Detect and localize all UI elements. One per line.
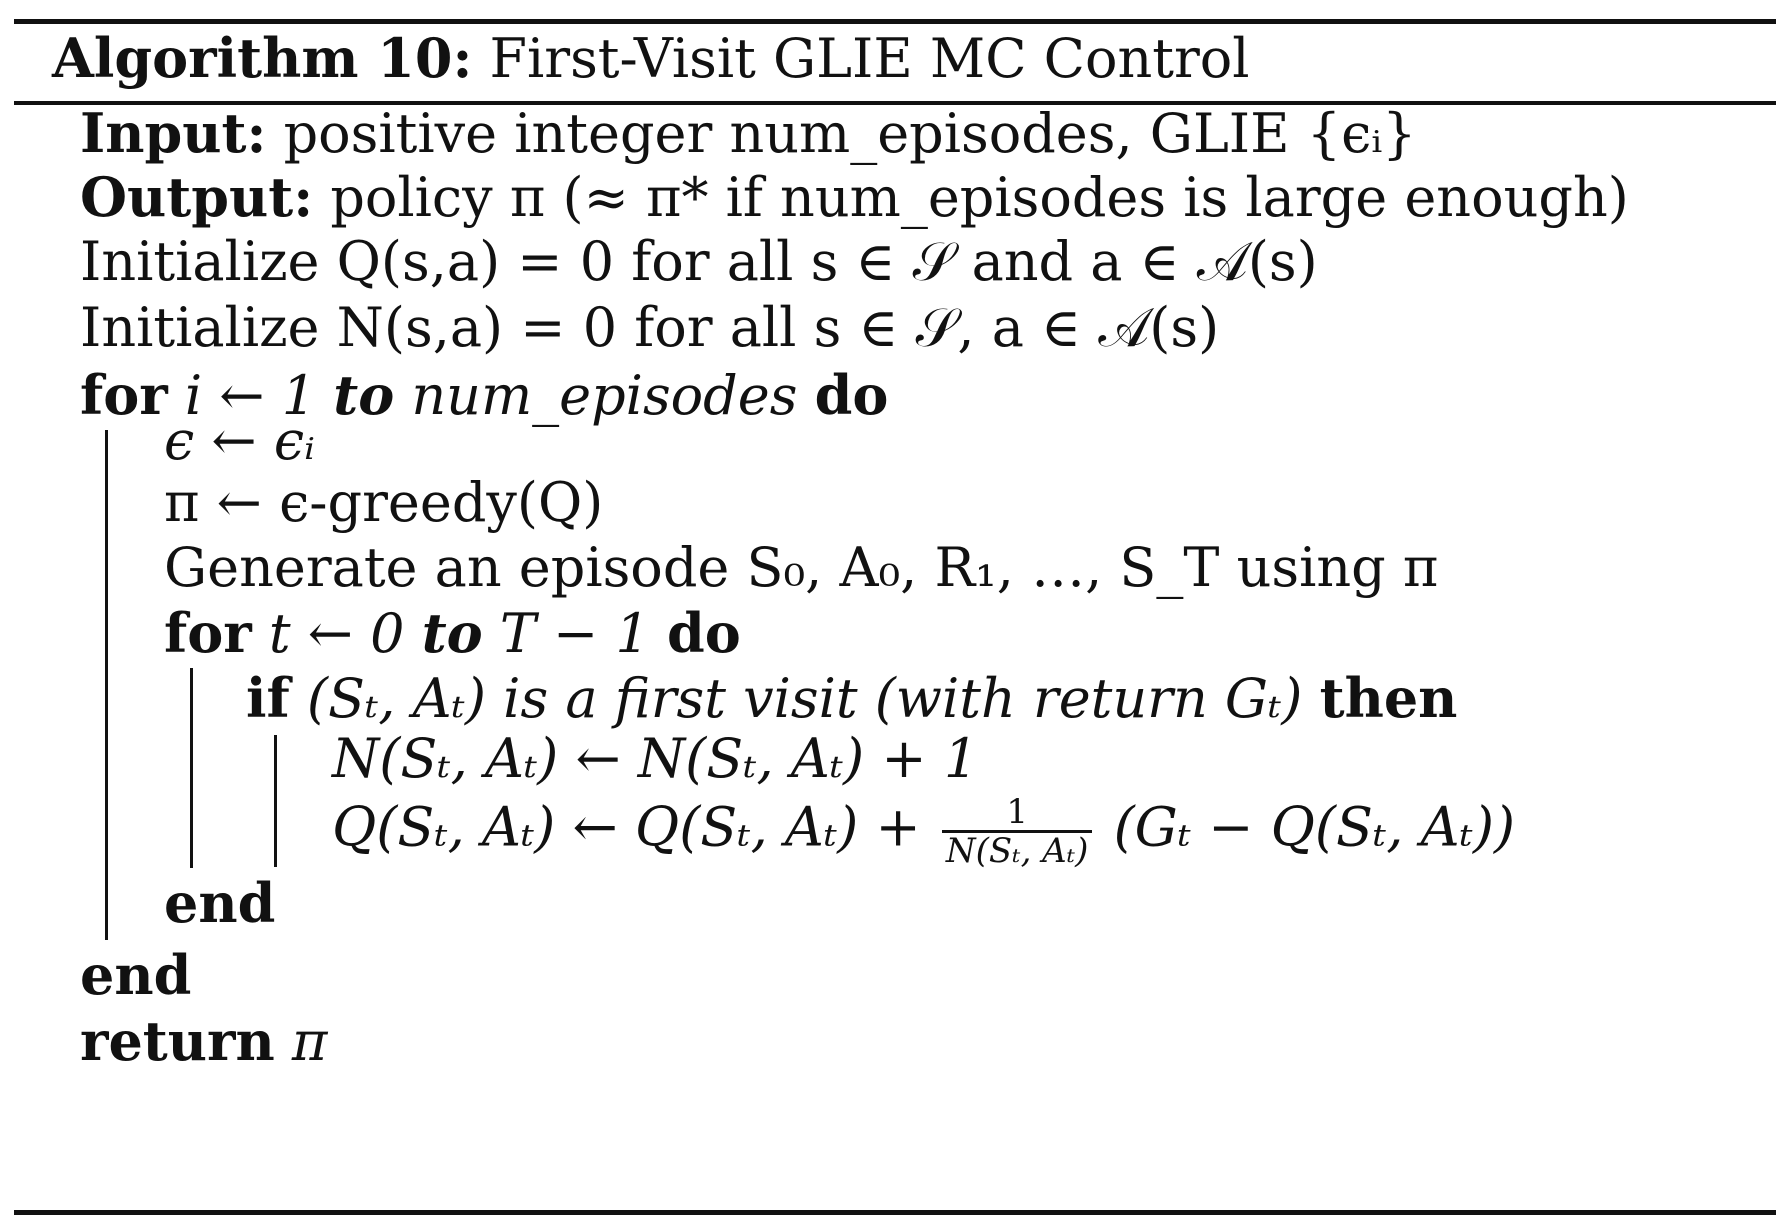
fraction-denominator: N(Sₜ, Aₜ) bbox=[942, 830, 1093, 869]
end-keyword: end bbox=[80, 943, 192, 1007]
do-keyword: do bbox=[666, 601, 741, 665]
inner-loop-bar bbox=[190, 668, 193, 868]
init-n-line bbox=[80, 295, 1219, 361]
q-update-line bbox=[332, 792, 1516, 871]
init-n-text: Initialize N(s,a) = 0 for all s ∈ 𝒮, a ∈ 𝒜(s) bbox=[80, 296, 1220, 359]
eps-assign-text: ϵ ← ϵᵢ bbox=[164, 409, 315, 472]
return-line bbox=[80, 1008, 327, 1074]
input-line bbox=[80, 100, 1417, 166]
algorithm-label: Algorithm 10: bbox=[52, 26, 473, 90]
output-text: policy π (≈ π* if num_episodes is large enough) bbox=[330, 166, 1629, 229]
return-keyword: return bbox=[80, 1009, 275, 1073]
output-line bbox=[80, 164, 1629, 230]
for-outer-limit: num_episodes bbox=[411, 364, 798, 427]
outer-loop-bar bbox=[105, 430, 108, 940]
init-q-line bbox=[80, 229, 1318, 295]
bottom-rule bbox=[14, 1210, 1776, 1215]
for-inner-var: t ← 0 bbox=[268, 602, 405, 665]
if-line bbox=[246, 665, 1457, 731]
n-update-line bbox=[332, 726, 978, 792]
output-keyword: Output: bbox=[80, 165, 314, 229]
fraction-numerator: 1 bbox=[1006, 792, 1028, 832]
pi-assign-text: π ← ϵ-greedy(Q) bbox=[164, 471, 604, 534]
q-update-lhs: Q(Sₜ, Aₜ) ← Q(Sₜ, Aₜ) + bbox=[332, 795, 921, 859]
to-keyword: to bbox=[333, 363, 395, 427]
algorithm-header bbox=[52, 25, 1250, 91]
for-keyword: for bbox=[164, 601, 252, 665]
if-condition: (Sₜ, Aₜ) is a first visit (with return Gₜ) bbox=[306, 667, 1303, 730]
for-inner-limit: T − 1 bbox=[499, 602, 650, 665]
n-update-text: N(Sₜ, Aₜ) ← N(Sₜ, Aₜ) + 1 bbox=[332, 727, 979, 790]
algorithm-title: First-Visit GLIE MC Control bbox=[489, 27, 1250, 90]
for-inner-line bbox=[164, 600, 741, 666]
input-keyword: Input: bbox=[80, 101, 267, 165]
init-q-text: Initialize Q(s,a) = 0 for all s ∈ 𝒮 and a ∈ 𝒜(s) bbox=[80, 230, 1318, 293]
to-keyword: to bbox=[421, 601, 483, 665]
end-outer-line bbox=[80, 942, 191, 1008]
generate-text: Generate an episode S₀, A₀, R₁, …, S_T using π bbox=[164, 536, 1439, 599]
for-outer-var: i ← 1 bbox=[184, 364, 317, 427]
eps-assign-line bbox=[164, 408, 315, 474]
pi-assign-line bbox=[164, 470, 603, 536]
top-rule bbox=[14, 19, 1776, 24]
then-keyword: then bbox=[1319, 666, 1458, 730]
if-block-bar bbox=[274, 735, 277, 867]
do-keyword: do bbox=[814, 363, 889, 427]
if-keyword: if bbox=[246, 666, 290, 730]
return-value: π bbox=[291, 1010, 328, 1073]
for-keyword: for bbox=[80, 363, 168, 427]
end-inner-line bbox=[164, 870, 275, 936]
q-update-rhs: (Gₜ − Q(Sₜ, Aₜ)) bbox=[1113, 795, 1516, 859]
generate-line bbox=[164, 535, 1438, 601]
input-text: positive integer num_episodes, GLIE {ϵᵢ} bbox=[283, 102, 1417, 165]
q-update-fraction bbox=[942, 794, 1093, 869]
end-keyword: end bbox=[164, 871, 276, 935]
